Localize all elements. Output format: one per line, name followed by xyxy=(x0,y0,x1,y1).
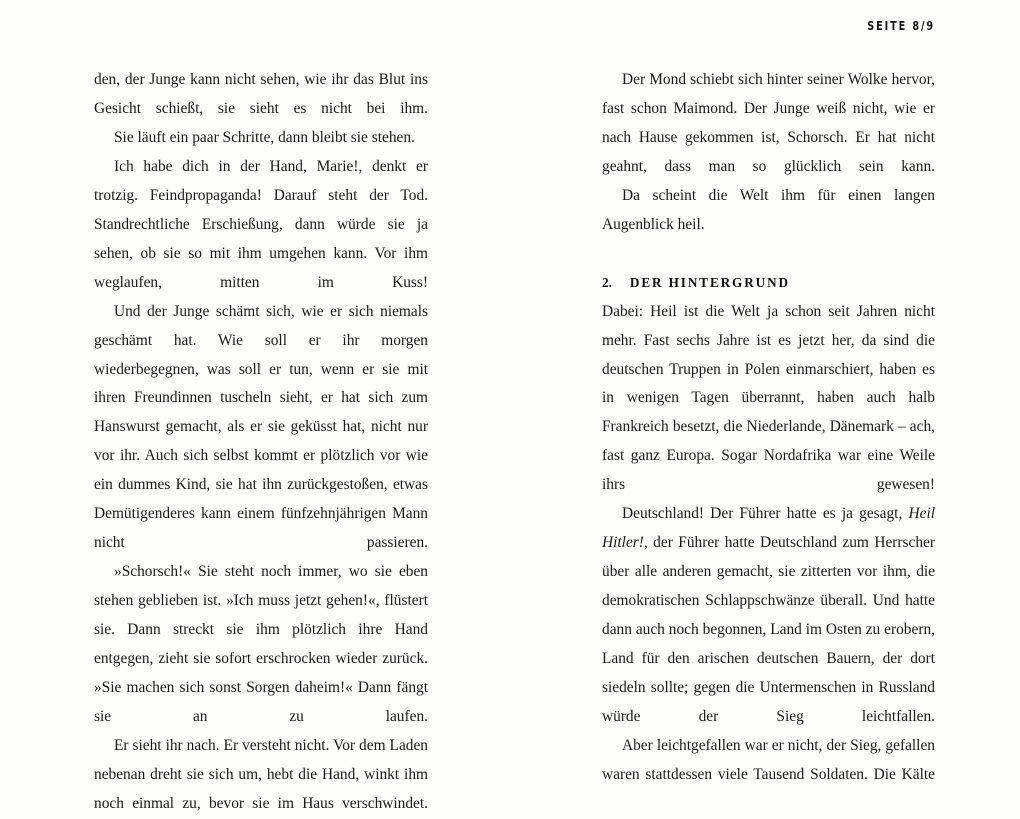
heading-spacer xyxy=(602,240,935,269)
text-segment: Deutschland! Der Führer hatte es ja gesagt, xyxy=(622,505,909,523)
right-text-column xyxy=(602,66,935,790)
paragraph: »Schorsch!« Sie steht noch immer, wo sie eben stehen geblieben ist. »Ich muss jetzt gehen!«, flüstert sie. Dann streckt sie ihm plötzlich ihre Hand entgegen, zieht sie sofort erschrocken wieder zurück. »Sie machen sich sonst Sorgen daheim!« Dann fängt sie an zu laufen. xyxy=(94,563,428,725)
section-number: 2. xyxy=(602,274,612,290)
paragraph: Ich habe dich in der Hand, Marie!, denkt er trotzig. Feindpropaganda! Darauf steht der Tod. Standrechtliche Erschießung, dann würde sie ja sehen, ob sie so mit ihm umgehen kann. Vor ihm weglaufen, mitten im Kuss! xyxy=(94,157,428,291)
text-segment: der Führer hatte Deutschland zum Herrscher über alle anderen gemacht, sie zitterten vor ihm, die demokratischen Schlappschwänze überall. Und hatte dann auch noch begonnen, Land im Osten zu erobern, Land für den arischen deutschen Bauern, der dort siedeln sollte; gegen die Untermenschen in Russland würde der Sieg leichtfallen. xyxy=(602,534,935,725)
paragraph: den, der Junge kann nicht sehen, wie ihr das Blut ins Gesicht schießt, sie sieht es nicht bei ihm. xyxy=(94,71,428,117)
paragraph: Er sieht ihr nach. Er versteht nicht. Vor dem Laden nebenan dreht sie sich um, hebt die Hand, winkt ihm noch einmal zu, bevor sie im Haus verschwindet. xyxy=(94,736,428,812)
paragraph: Aber leichtgefallen war er nicht, der Sieg, gefallen waren stattdessen viele Tausend Soldaten. Die Kälte xyxy=(602,736,935,783)
left-text-column xyxy=(94,66,428,819)
paragraph: Dabei: Heil ist die Welt ja schon seit Jahren nicht mehr. Fast sechs Jahre ist es jetzt her, da sind die deutschen Truppen in Polen einmarschiert, haben es in wenigen Tagen überrannt, haben auch halb Frankreich besetzt, die Niederlande, Dänemark – ach, fast ganz Europa. Sogar Nordafrika war eine Weile ihrs gewesen! xyxy=(602,302,935,494)
paragraph: Und der Junge schämt sich, wie er sich niemals geschämt hat. Wie soll er ihr morgen wiederbegegnen, was soll er tun, wenn er sie mit ihren Freundinnen tuscheln sieht, er hat sich zum Hanswurst gemacht, als er sie geküsst hat, nicht nur vor ihr. Auch sich selbst kommt er plötzlich vor wie ein dummes Kind, sie hat ihn zurückgestoßen, etwas Demütigenderes kann einem fünfzehnjährigen Mann nicht passieren. xyxy=(94,302,428,552)
paragraph: Der Mond schiebt sich hinter seiner Wolke hervor, fast schon Maimond. Der Junge weiß nicht, wie er nach Hause gekommen ist, Schorsch. Er hat nicht geahnt, dass man so glücklich sein kann. xyxy=(602,71,935,175)
italic-phrase: Heil Hitler!, xyxy=(602,505,935,552)
paragraph: Da scheint die Welt ihm für einen langen Augenblick heil. xyxy=(602,186,935,233)
section-title: DER HINTERGRUND xyxy=(629,274,790,290)
running-head-page-number: SEITE 8/9 xyxy=(867,18,935,33)
paragraph-with-italic xyxy=(602,500,935,732)
section-heading xyxy=(602,269,935,298)
text-columns xyxy=(0,66,1020,812)
paragraph: Sie läuft ein paar Schritte, dann bleibt sie stehen. xyxy=(114,128,415,146)
